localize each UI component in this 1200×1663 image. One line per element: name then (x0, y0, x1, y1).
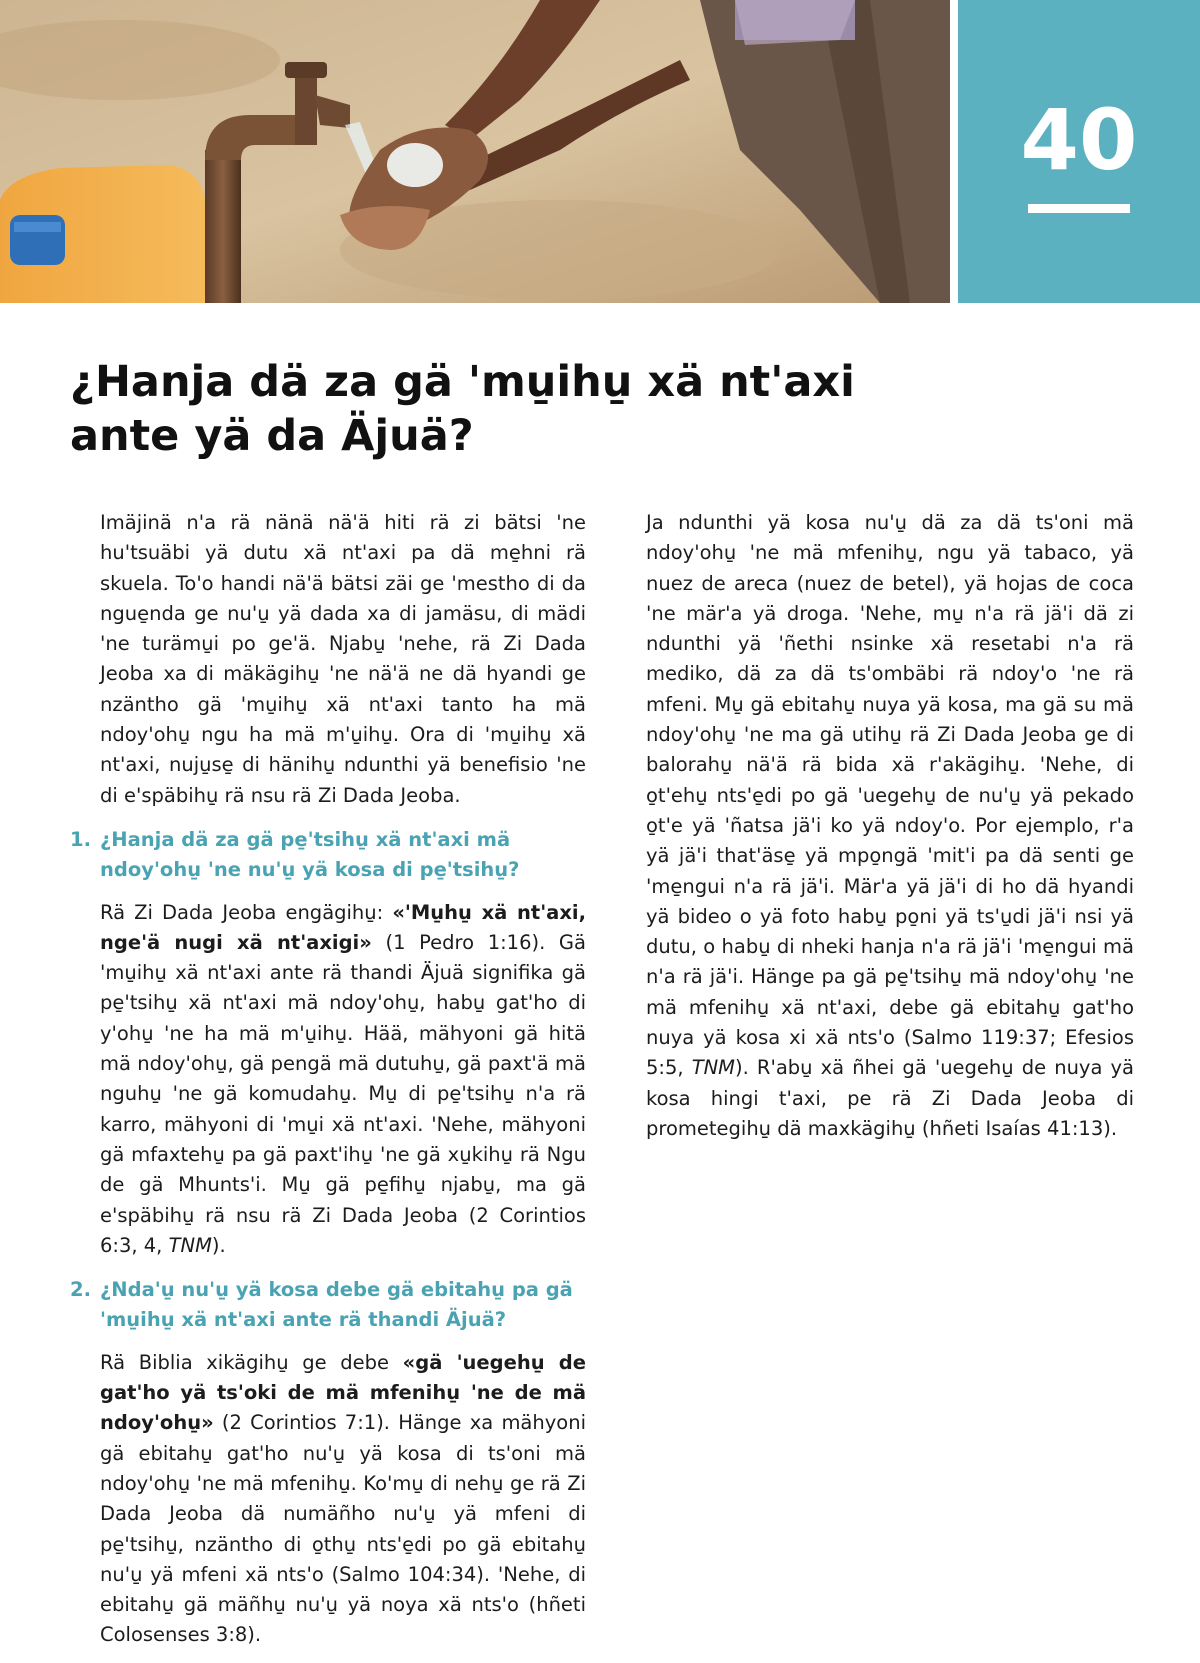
question-1 (70, 825, 586, 886)
chapter-number: 40 (1020, 91, 1138, 189)
right-column (646, 508, 1134, 1156)
question-2-text: ¿Nda'u̱ nu'u̱ yä kosa debe gä ebitahu̱ pa gä 'mu̱ihu̱ xä nt'axi ante rä thandi Äjuä? (100, 1278, 573, 1332)
answer-2-text-b: (2 Corintios 7:1). Hänge xa mähyoni gä ebitahu̱ gat'ho nu'u̱ yä kosa di ts'oni mä ndoy'ohu̱ 'ne mä mfenihu̱. Ko'mu̱ di nehu̱ ge rä Zi Dada Jeoba dä numäñho nu'u̱ yä mfeni di pe̱'tsihu̱, nzäntho di o̱thu̱ nts'e̱di po gä ebitahu̱ nu'u̱ yä mfeni xä nts'o (Salmo 104:34). 'Nehe, di ebitahu̱ gä mäñhu̱ nu'u̱ yä noya xä nts'o (hñeti Colosenses 3:8). (100, 1411, 586, 1647)
answer-1-tnm: TNM (168, 1233, 212, 1257)
intro-paragraph: Imäjinä n'a rä nänä nä'ä hiti rä zi bätsi 'ne hu'tsuäbi yä dutu xä nt'axi pa dä me̱hni rä skuela. To'o handi nä'ä bätsi zäi ge 'mestho di da ngue̱nda ge nu'u̱ yä dada xa di jamäsu, di mädi 'ne turämu̱i po ge'ä. Njabu̱ 'nehe, rä Zi Dada Jeoba xa di mäkägihu̱ 'ne nä'ä ne dä hyandi ge nzäntho gä 'mu̱ihu̱ xä nt'axi tanto ha mä ndoy'ohu̱ ngu ha mä m'u̱ihu̱. Ora di 'mu̱ihu̱ xä nt'axi, nuju̱se̱ di hänihu̱ ndunthi yä benefisio 'ne di e'späbihu̱ rä nsu rä Zi Dada Jeoba. (100, 511, 586, 807)
answer-2-p2-text-a: Ja ndunthi yä kosa nu'u̱ dä za dä ts'oni mä ndoy'ohu̱ 'ne mä mfenihu̱, ngu yä tabaco, yä nuez de areca (nuez de betel), yä hojas de coca 'ne mär'a yä droga. 'Nehe, mu̱ n'a rä jä'i dä zi ndunthi yä 'ñethi nsinke xä resetabi n'a rä mediko, dä za dä ts'ombäbi rä ndoy'o 'ne rä mfeni. Mu̱ gä ebitahu̱ nuya yä kosa, ma gä su mä ndoy'ohu̱ 'ne ma gä utihu̱ rä Zi Dada Jeoba ge di balorahu̱ nä'ä rä bida xä r'akägihu̱. 'Nehe, di o̱t'ehu̱ nts'e̱di po gä 'uegehu̱ de nu'u̱ yä pekado o̱t'e yä 'ñatsa jä'i ko yä ndoy'o. Por ejemplo, r'a yä jä'i that'äse̱ yä mpo̱ngä 'mit'i pa dä senti ge 'me̱ngui n'a rä jä'i. Mär'a yä jä'i di ho dä hyandi yä bideo o yä foto habu̱ po̱ni yä ts'u̱di jä'i nsi yä dutu, o habu̱ di nheki hanja n'a rä jä'i 'me̱ngui mä n'a rä jä'i. Hänge pa gä pe̱'tsihu̱ mä ndoy'ohu̱ 'ne mä mfenihu̱ xä nt'axi, debe gä ebitahu̱ gat'ho nuya yä kosa xi xä nts'o (Salmo 119:37; Efesios 5:5, (646, 511, 1134, 1080)
question-2-answer-part2 (646, 508, 1134, 1144)
hand-washing-illustration (0, 0, 950, 303)
header-photo (0, 0, 950, 303)
answer-1-text-b: (1 Pedro 1:16). Gä 'mu̱ihu̱ xä nt'axi ante rä thandi Äjuä signifika gä pe̱'tsihu̱ xä nt'axi mä ndoy'ohu̱, habu̱ gat'ho di y'ohu̱ 'ne ha mä m'u̱ihu̱. Hää, mähyoni gä hitä mä ndoy'ohu̱, gä pengä mä dutuhu̱, gä paxt'ä mä nguhu̱ 'ne gä komudahu̱. Mu̱ di pe̱'tsihu̱ n'a rä karro, mähyoni di 'mu̱i xä nt'axi. 'Nehe, mähyoni gä mfaxtehu̱ pa gä paxt'ihu̱ 'ne gä xu̱kihu̱ rä Ngu de gä Mhunts'i. Mu̱ gä pe̱fihu̱ njabu̱, ma gä e'späbihu̱ rä nsu rä Zi Dada Jeoba (2 Corintios 6:3, 4, (100, 930, 586, 1257)
question-1-number: 1. (70, 827, 91, 851)
question-2-number: 2. (70, 1278, 91, 1302)
page-title: ¿Hanja dä za gä 'mu̱ihu̱ xä nt'axi ante yä da Äjuä? (70, 357, 855, 461)
answer-1-text-c: ). (211, 1233, 226, 1257)
left-column (70, 508, 586, 1663)
question-2 (70, 1275, 586, 1336)
question-1-answer (100, 898, 586, 1262)
answer-2-quote: «gä 'uegehu̱ de gat'ho yä ts'oki de mä mfenihu̱ 'ne de mä ndoy'ohu̱» (100, 1350, 586, 1435)
chapter-badge (958, 0, 1200, 303)
answer-2-text-a: Rä Biblia xikägihu̱ ge debe (100, 1350, 403, 1374)
answer-2-tnm: TNM (691, 1056, 736, 1080)
question-1-text: ¿Hanja dä za gä pe̱'tsihu̱ xä nt'axi mä ndoy'ohu̱ 'ne nu'u̱ yä kosa di pe̱'tsihu̱? (100, 827, 520, 882)
answer-1-text-a: Rä Zi Dada Jeoba engägihu̱: (100, 900, 393, 924)
question-2-answer-part1 (100, 1348, 586, 1651)
answer-1-quote: «'Mu̱hu̱ xä nt'axi, nge'ä nugi xä nt'axigi» (100, 900, 587, 954)
answer-2-p2-text-b: ). R'abu̱ xä ñhei gä 'uegehu̱ de nuya yä kosa hingi t'axi, pe rä Zi Dada Jeoba di prometegihu̱ dä maxkägihu̱ (hñeti Isaías 41:13). (646, 1056, 1135, 1140)
chapter-underline (1028, 204, 1130, 213)
